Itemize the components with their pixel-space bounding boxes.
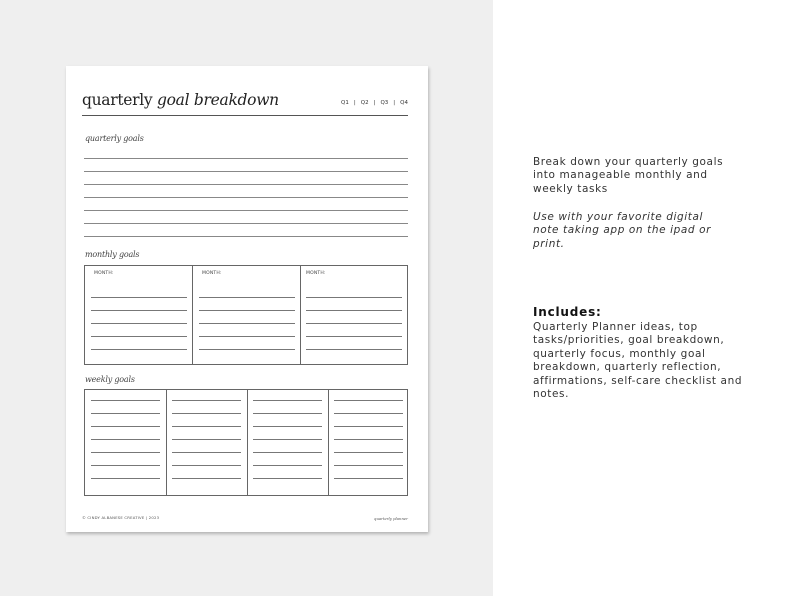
weekly-write-line: [91, 426, 160, 427]
title-rule: [82, 115, 408, 116]
weekly-write-line: [172, 426, 241, 427]
weekly-write-line: [334, 400, 403, 401]
weekly-write-line: [334, 465, 403, 466]
monthly-write-line: [91, 323, 187, 324]
column-divider: [247, 390, 248, 495]
quarter-divider: |: [373, 100, 376, 106]
weekly-goals-grid: [84, 389, 408, 496]
weekly-write-line: [91, 452, 160, 453]
column-divider: [328, 390, 329, 495]
page-title: [82, 91, 279, 109]
monthly-write-line: [199, 310, 295, 311]
includes-heading: Includes:: [533, 305, 602, 319]
quarterly-goal-line: [84, 223, 408, 224]
month-label: MONTH:: [306, 271, 326, 276]
weekly-write-line: [91, 400, 160, 401]
weekly-write-line: [253, 439, 322, 440]
monthly-write-line: [91, 297, 187, 298]
monthly-write-line: [199, 297, 295, 298]
quarter-q4: Q4: [400, 100, 408, 106]
quarterly-goal-line: [84, 184, 408, 185]
weekly-write-line: [91, 413, 160, 414]
monthly-write-line: [199, 336, 295, 337]
weekly-write-line: [253, 465, 322, 466]
month-label: MONTH:: [202, 271, 222, 276]
weekly-write-line: [91, 439, 160, 440]
planner-page: [66, 66, 428, 532]
weekly-write-line: [253, 400, 322, 401]
quarter-q1: Q1: [341, 100, 349, 106]
weekly-write-line: [334, 413, 403, 414]
monthly-write-line: [306, 349, 402, 350]
monthly-write-line: [91, 349, 187, 350]
quarterly-goal-line: [84, 158, 408, 159]
monthly-write-line: [199, 323, 295, 324]
weekly-write-line: [334, 426, 403, 427]
weekly-write-line: [253, 478, 322, 479]
quarter-selector: [341, 100, 408, 106]
weekly-goals-label: weekly goals: [85, 375, 135, 384]
weekly-write-line: [172, 452, 241, 453]
weekly-write-line: [172, 400, 241, 401]
intro-text: Break down your quarterly goals into manageable monthly and weekly tasks: [533, 156, 724, 195]
monthly-write-line: [199, 349, 295, 350]
weekly-write-line: [253, 452, 322, 453]
quarter-divider: |: [393, 100, 396, 106]
weekly-write-line: [253, 413, 322, 414]
weekly-write-line: [172, 413, 241, 414]
copyright-footer: © CINDY ALBANESE CREATIVE | 2023: [82, 515, 160, 520]
monthly-write-line: [91, 336, 187, 337]
column-divider: [300, 266, 301, 364]
monthly-goals-grid: [84, 265, 408, 365]
quarter-q3: Q3: [380, 100, 389, 106]
quarter-divider: |: [353, 100, 356, 106]
monthly-write-line: [306, 310, 402, 311]
weekly-write-line: [91, 465, 160, 466]
quarterly-goal-line: [84, 210, 408, 211]
title-plain: quarterly: [82, 91, 153, 109]
quarterly-goal-line: [84, 236, 408, 237]
quarter-q2: Q2: [360, 100, 369, 106]
title-italic: goal breakdown: [157, 91, 279, 109]
quarterly-goal-line: [84, 171, 408, 172]
planner-name-footer: quarterly planner: [374, 516, 408, 521]
quarterly-goals-label: quarterly goals: [85, 134, 144, 143]
monthly-goals-label: monthly goals: [85, 250, 140, 259]
weekly-write-line: [334, 439, 403, 440]
column-divider: [166, 390, 167, 495]
column-divider: [192, 266, 193, 364]
includes-text: Quarterly Planner ideas, top tasks/priorities, goal breakdown, quarterly focus, monthly goal breakdown, quarterly reflection, affirmations, self-care checklist and notes.: [533, 321, 743, 401]
weekly-write-line: [91, 478, 160, 479]
weekly-write-line: [253, 426, 322, 427]
weekly-write-line: [172, 439, 241, 440]
weekly-write-line: [172, 478, 241, 479]
weekly-write-line: [334, 478, 403, 479]
weekly-write-line: [172, 465, 241, 466]
usage-text: Use with your favorite digital note taking app on the ipad or print.: [533, 211, 712, 250]
monthly-write-line: [91, 310, 187, 311]
quarterly-goal-line: [84, 197, 408, 198]
monthly-write-line: [306, 323, 402, 324]
weekly-write-line: [334, 452, 403, 453]
month-label: MONTH:: [94, 271, 114, 276]
monthly-write-line: [306, 297, 402, 298]
monthly-write-line: [306, 336, 402, 337]
